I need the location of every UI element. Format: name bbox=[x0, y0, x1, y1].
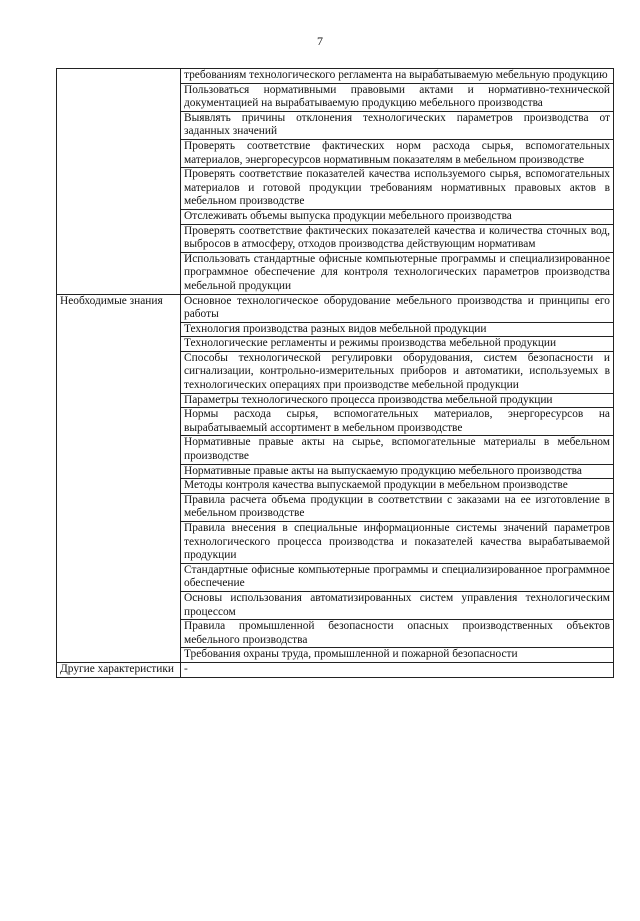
table-cell: Нормативные правые акты на сырье, вспомогательные материалы в мебельном производстве bbox=[181, 436, 614, 464]
table-cell: Отслеживать объемы выпуска продукции мебельного производства bbox=[181, 209, 614, 224]
other-value: - bbox=[181, 662, 614, 677]
table-cell: Основы использования автоматизированных систем управления технологическим процессом bbox=[181, 591, 614, 619]
skills-continued-label-cell bbox=[57, 69, 181, 295]
table-cell: Основное технологическое оборудование мебельного производства и принципы его работы bbox=[181, 294, 614, 322]
table-cell: Правила внесения в специальные информационные системы значений параметров технологического процесса производства и показателей качества вырабатываемой продукции bbox=[181, 522, 614, 564]
knowledge-label: Необходимые знания bbox=[57, 294, 181, 662]
table-cell: Технология производства разных видов мебельной продукции bbox=[181, 322, 614, 337]
table-cell: Стандартные офисные компьютерные программы и специализированное программное обеспечение bbox=[181, 563, 614, 591]
table-cell: Проверять соответствие показателей качества используемого сырья, вспомогательных материалов и готовой продукции требованиям нормативных правовых актов в мебельном производстве bbox=[181, 168, 614, 210]
table-cell: Технологические регламенты и режимы производства мебельной продукции bbox=[181, 337, 614, 352]
table-cell: Выявлять причины отклонения технологических параметров производства от заданных значений bbox=[181, 111, 614, 139]
table-row bbox=[57, 69, 614, 84]
page-number: 7 bbox=[317, 34, 323, 48]
table-cell: Пользоваться нормативными правовыми актами и нормативно-технической документацией на вырабатываемую продукцию мебельного производства bbox=[181, 83, 614, 111]
table-cell: требованиям технологического регламента на вырабатываемую мебельную продукцию bbox=[181, 69, 614, 84]
table-cell: Проверять соответствие фактических показателей качества и количества сточных вод, выбросов в атмосферу, отходов производства действующим нормативам bbox=[181, 224, 614, 252]
table-cell: Нормы расхода сырья, вспомогательных материалов, энергоресурсов на вырабатываемый ассортимент в мебельном производстве bbox=[181, 408, 614, 436]
table-cell: Методы контроля качества выпускаемой продукции в мебельном производстве bbox=[181, 479, 614, 494]
qualification-table bbox=[56, 68, 614, 678]
table-cell: Правила расчета объема продукции в соответствии с заказами на ее изготовление в мебельном производстве bbox=[181, 493, 614, 521]
other-label: Другие характеристики bbox=[57, 662, 181, 677]
table-cell: Нормативные правые акты на выпускаемую продукцию мебельного производства bbox=[181, 464, 614, 479]
table-cell: Требования охраны труда, промышленной и пожарной безопасности bbox=[181, 648, 614, 663]
table-cell: Использовать стандартные офисные компьютерные программы и специализированное программное обеспечение для контроля технологических параметров производства мебельной продукции bbox=[181, 252, 614, 294]
table-cell: Способы технологической регулировки оборудования, систем безопасности и сигнализации, контрольно-измерительных приборов и автоматики, используемых в технологических операциях при производстве мебельной продукции bbox=[181, 351, 614, 393]
table-cell: Правила промышленной безопасности опасных производственных объектов мебельного производства bbox=[181, 620, 614, 648]
table-cell: Проверять соответствие фактических норм расхода сырья, вспомогательных материалов, энергоресурсов нормативным показателям в мебельном производстве bbox=[181, 139, 614, 167]
table-row bbox=[57, 662, 614, 677]
table-row bbox=[57, 294, 614, 322]
table-cell: Параметры технологического процесса производства мебельной продукции bbox=[181, 393, 614, 408]
